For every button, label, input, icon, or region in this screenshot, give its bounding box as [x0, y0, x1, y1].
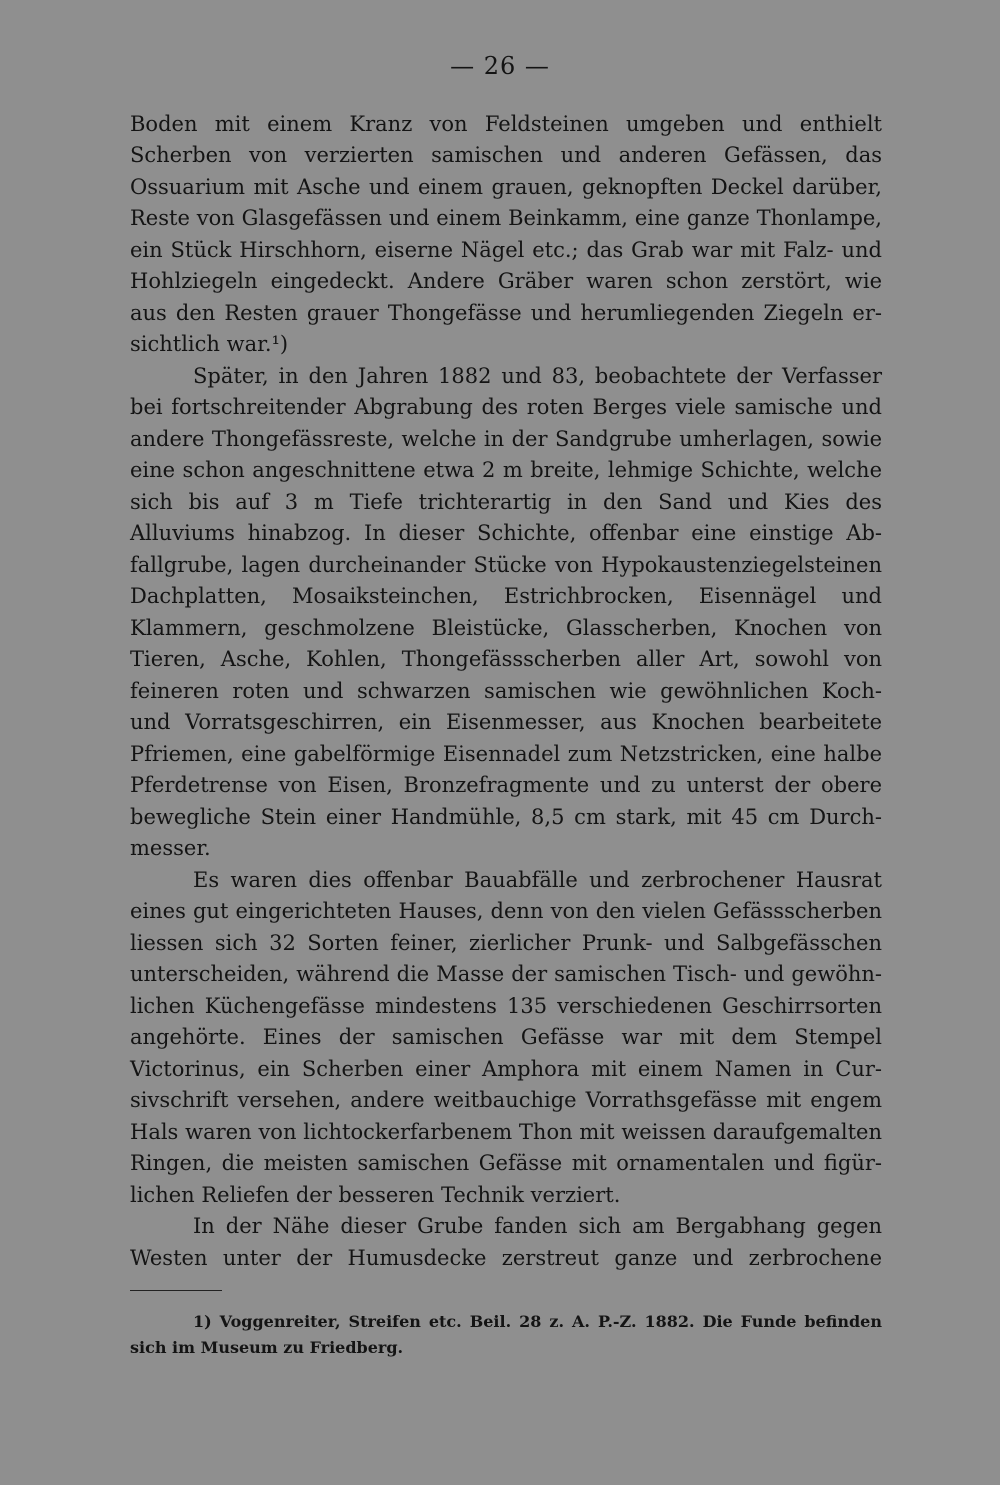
- text-line: andere Thongefässreste, welche in der Sandgrube umherlagen, sowie: [130, 427, 882, 451]
- text-line: Alluviums hinabzog. In dieser Schichte, offenbar eine einstige Ab-: [130, 521, 882, 545]
- text-line: eine schon angeschnittene etwa 2 m breite, lehmige Schichte, welche: [130, 458, 882, 482]
- text-line: Tieren, Asche, Kohlen, Thongefässscherben aller Art, sowohl von: [130, 647, 882, 671]
- text-line: bei fortschreitender Abgrabung des roten Berges viele samische und: [130, 395, 882, 419]
- page-number: — 26 —: [450, 52, 550, 80]
- footnote-line: sich im Museum zu Friedberg.: [130, 1338, 404, 1357]
- text-line: sich bis auf 3 m Tiefe trichterartig in den Sand und Kies des: [130, 490, 882, 514]
- text-line: Ossuarium mit Asche und einem grauen, geknopften Deckel darüber,: [130, 175, 882, 199]
- paragraph-start-line: Es waren dies offenbar Bauabfälle und zerbrochener Hausrat: [193, 868, 882, 892]
- text-line: unterscheiden, während die Masse der samischen Tisch- und gewöhn-: [130, 962, 882, 986]
- text-line: angehörte. Eines der samischen Gefässe war mit dem Stempel: [130, 1025, 882, 1049]
- text-line: bewegliche Stein einer Handmühle, 8,5 cm stark, mit 45 cm Durch-: [130, 805, 882, 829]
- text-line: und Vorratsgeschirren, ein Eisenmesser, aus Knochen bearbeitete: [130, 710, 882, 734]
- paragraph-start-line: Später, in den Jahren 1882 und 83, beobachtete der Verfasser: [193, 364, 882, 388]
- text-line: Scherben von verzierten samischen und anderen Gefässen, das: [130, 143, 882, 167]
- text-line: Pfriemen, eine gabelförmige Eisennadel zum Netzstricken, eine halbe: [130, 742, 882, 766]
- text-line: Hals waren von lichtockerfarbenem Thon mit weissen daraufgemalten: [130, 1120, 882, 1144]
- text-line: Boden mit einem Kranz von Feldsteinen umgeben und enthielt: [130, 112, 882, 136]
- text-line: sichtlich war.¹): [130, 332, 289, 356]
- text-line: Klammern, geschmolzene Bleistücke, Glasscherben, Knochen von: [130, 616, 882, 640]
- text-line: Ringen, die meisten samischen Gefässe mit ornamentalen und figür-: [130, 1151, 882, 1175]
- footnote-line: 1) Voggenreiter, Streifen etc. Beil. 28 z. A. P.-Z. 1882. Die Funde befinden: [193, 1312, 882, 1331]
- text-line: sivschrift versehen, andere weitbauchige Vorrathsgefässe mit engem: [130, 1088, 882, 1112]
- text-line: feineren roten und schwarzen samischen wie gewöhnlichen Koch-: [130, 679, 882, 703]
- text-line: ein Stück Hirschhorn, eiserne Nägel etc.; das Grab war mit Falz- und: [130, 238, 882, 262]
- text-line: Pferdetrense von Eisen, Bronzefragmente und zu unterst der obere: [130, 773, 882, 797]
- text-line: lichen Küchengefässe mindestens 135 verschiedenen Geschirrsorten: [130, 994, 882, 1018]
- text-line: eines gut eingerichteten Hauses, denn von den vielen Gefässscherben: [130, 899, 882, 923]
- text-line: aus den Resten grauer Thongefässe und herumliegenden Ziegeln er-: [130, 301, 882, 325]
- footnote-divider: [130, 1290, 222, 1291]
- text-line: Victorinus, ein Scherben einer Amphora mit einem Namen in Cur-: [130, 1057, 882, 1081]
- text-line: liessen sich 32 Sorten feiner, zierlicher Prunk- und Salbgefässchen: [130, 931, 882, 955]
- text-line: messer.: [130, 836, 211, 860]
- text-line: Westen unter der Humusdecke zerstreut ganze und zerbrochene: [130, 1246, 882, 1270]
- text-line: lichen Reliefen der besseren Technik verziert.: [130, 1183, 621, 1207]
- text-line: fallgrube, lagen durcheinander Stücke von Hypokaustenziegelsteinen: [130, 553, 882, 577]
- text-line: Dachplatten, Mosaiksteinchen, Estrichbrocken, Eisennägel und: [130, 584, 882, 608]
- text-line: Hohlziegeln eingedeckt. Andere Gräber waren schon zerstört, wie: [130, 269, 882, 293]
- text-line: Reste von Glasgefässen und einem Beinkamm, eine ganze Thonlampe,: [130, 206, 882, 230]
- paragraph-start-line: In der Nähe dieser Grube fanden sich am Bergabhang gegen: [193, 1214, 882, 1238]
